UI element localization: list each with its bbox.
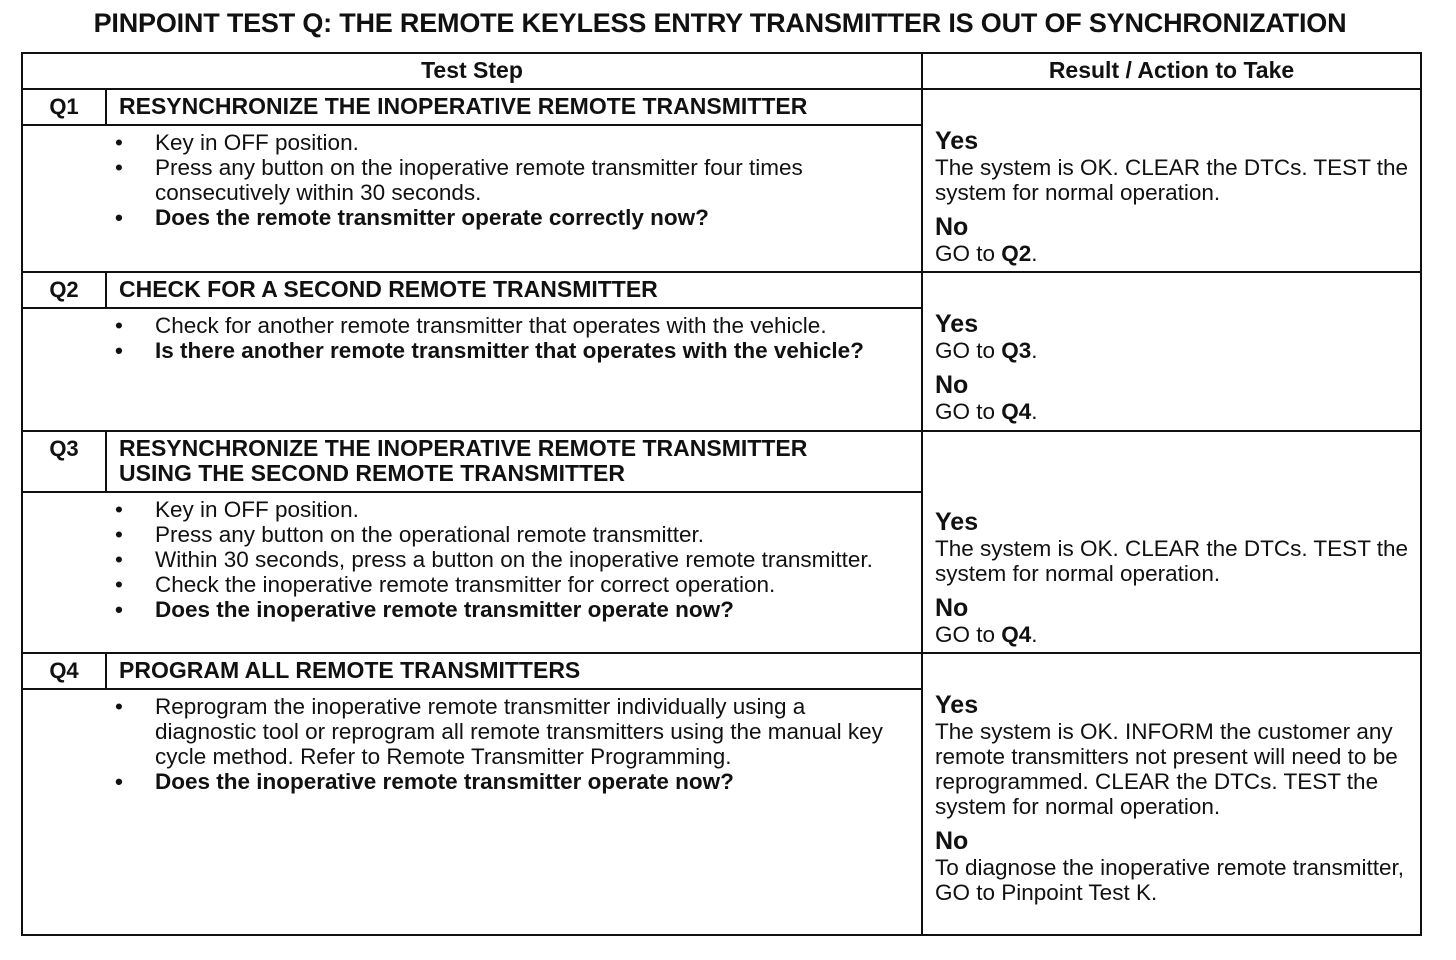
- no-label: No: [935, 827, 969, 855]
- column-divider: [921, 52, 923, 936]
- yes-label: Yes: [935, 127, 979, 155]
- list-item: • Does the remote transmitter operate correctly now?: [115, 205, 905, 230]
- page-title: PINPOINT TEST Q: THE REMOTE KEYLESS ENTRY TRANSMITTER IS OUT OF SYNCHRONIZATION: [93, 8, 1347, 38]
- step-title-divider: [21, 688, 921, 690]
- step-id-q4: Q4: [49, 658, 79, 683]
- no-label: No: [935, 213, 969, 241]
- list-item: • Press any button on the operational remote transmitter.: [115, 522, 905, 547]
- step-id-divider: [105, 652, 107, 689]
- yes-action: The system is OK. INFORM the customer any remote transmitters not present will need to be reprogrammed. CLEAR the DTCs. TEST the system for normal operation.: [935, 719, 1398, 819]
- list-item: • Key in OFF position.: [115, 130, 905, 155]
- step-id-divider: [105, 88, 107, 125]
- no-action: GO to Q2.: [935, 241, 1038, 266]
- list-item: • Does the inoperative remote transmitter operate now?: [115, 769, 905, 794]
- step-id-q2: Q2: [49, 277, 79, 302]
- step-bullets-q1: [115, 130, 905, 230]
- yes-action: The system is OK. CLEAR the DTCs. TEST the system for normal operation.: [935, 155, 1409, 205]
- yes-label: Yes: [935, 508, 979, 536]
- step-id-divider: [105, 271, 107, 308]
- list-item: • Key in OFF position.: [115, 497, 905, 522]
- no-label: No: [935, 371, 969, 399]
- result-q3: [935, 509, 1415, 647]
- step-id-q1: Q1: [49, 94, 79, 119]
- step-title-divider: [21, 307, 921, 309]
- step-id-q3: Q3: [49, 436, 79, 461]
- step-title-divider: [21, 491, 921, 493]
- list-item: • Reprogram the inoperative remote transmitter individually using a diagnostic tool or reprogram all remote transmitters using the manual key cycle method. Refer to Remote Transmitter Programming.: [115, 694, 905, 769]
- header-divider: [21, 88, 1422, 90]
- step-title-q4: PROGRAM ALL REMOTE TRANSMITTERS: [119, 657, 581, 683]
- step-id-divider: [105, 430, 107, 492]
- header-result-action: Result / Action to Take: [1048, 57, 1295, 83]
- header-test-step: Test Step: [421, 57, 523, 83]
- list-item: • Is there another remote transmitter that operates with the vehicle?: [115, 338, 905, 363]
- row-divider: [21, 652, 1422, 654]
- no-action: To diagnose the inoperative remote transmitter, GO to Pinpoint Test K.: [935, 855, 1405, 905]
- list-item: • Within 30 seconds, press a button on the inoperative remote transmitter.: [115, 547, 905, 572]
- yes-action: GO to Q3.: [935, 338, 1038, 363]
- result-q4: [935, 692, 1415, 905]
- no-label: No: [935, 594, 969, 622]
- step-bullets-q2: [115, 313, 905, 363]
- no-action: GO to Q4.: [935, 622, 1038, 647]
- step-title-q3: RESYNCHRONIZE THE INOPERATIVE REMOTE TRANSMITTER USING THE SECOND REMOTE TRANSMITTER: [119, 435, 808, 486]
- step-bullets-q4: [115, 694, 905, 794]
- row-divider: [21, 430, 1422, 432]
- yes-label: Yes: [935, 691, 979, 719]
- yes-label: Yes: [935, 310, 979, 338]
- result-q2: [935, 311, 1415, 424]
- list-item: • Check for another remote transmitter that operates with the vehicle.: [115, 313, 905, 338]
- result-q1: [935, 128, 1415, 266]
- no-action: GO to Q4.: [935, 399, 1038, 424]
- step-title-q2: CHECK FOR A SECOND REMOTE TRANSMITTER: [119, 276, 658, 302]
- list-item: • Check the inoperative remote transmitter for correct operation.: [115, 572, 905, 597]
- yes-action: The system is OK. CLEAR the DTCs. TEST the system for normal operation.: [935, 536, 1409, 586]
- goto-ref: Q4: [1001, 622, 1032, 647]
- goto-ref: Q2: [1001, 241, 1032, 266]
- step-title-divider: [21, 124, 921, 126]
- step-bullets-q3: [115, 497, 905, 622]
- list-item: • Does the inoperative remote transmitter operate now?: [115, 597, 905, 622]
- goto-ref: Q3: [1001, 338, 1032, 363]
- row-divider: [21, 271, 1422, 273]
- step-title-q1: RESYNCHRONIZE THE INOPERATIVE REMOTE TRANSMITTER: [119, 93, 808, 119]
- list-item: • Press any button on the inoperative remote transmitter four times consecutively within 30 seconds.: [115, 155, 905, 205]
- goto-ref: Q4: [1001, 399, 1032, 424]
